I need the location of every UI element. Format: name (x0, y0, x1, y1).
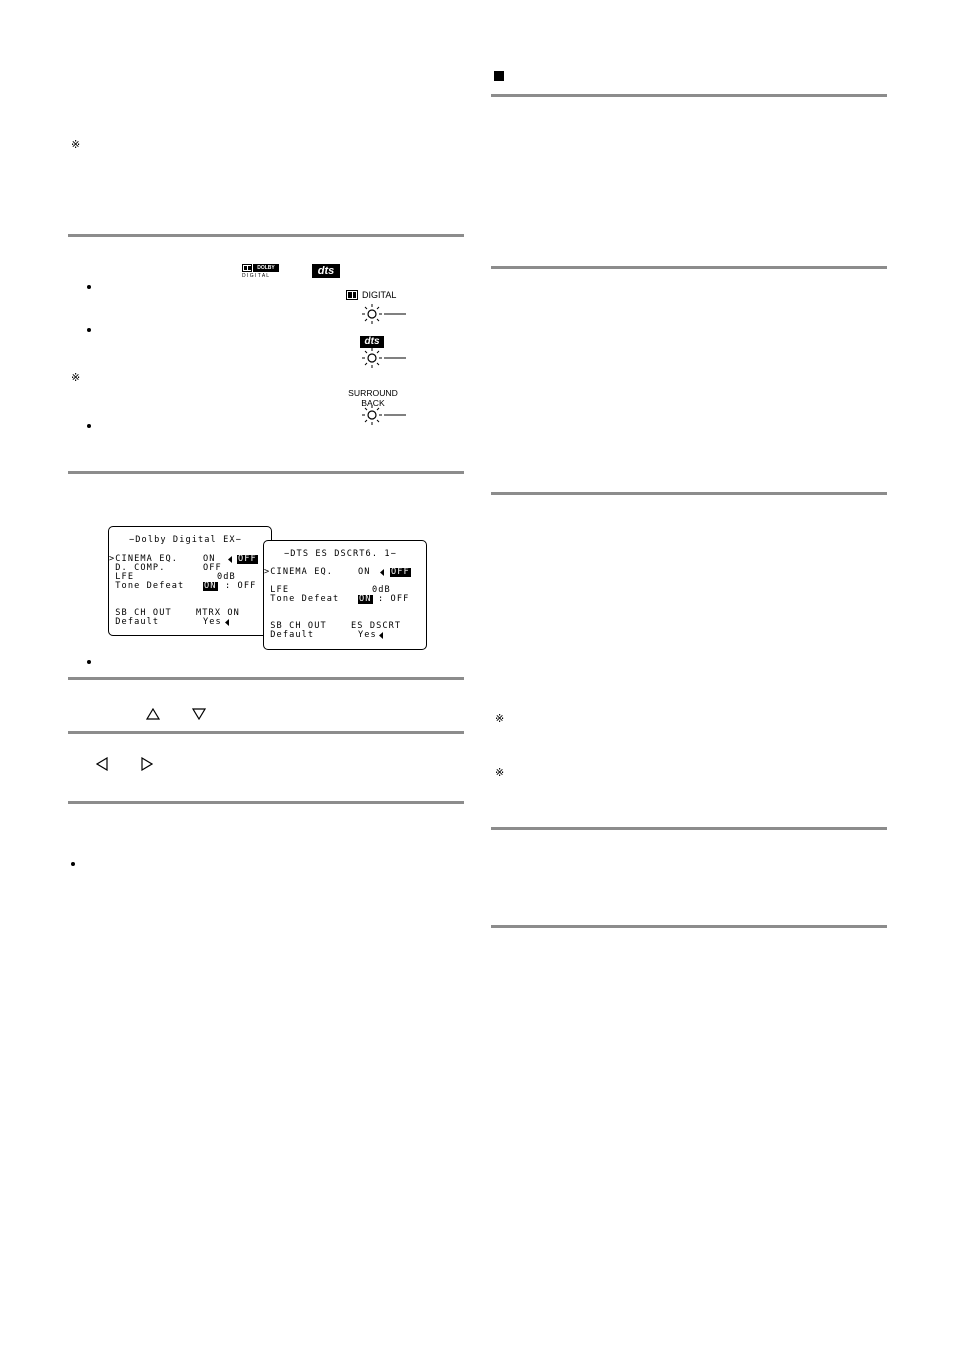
dolby-digital-logo (242, 264, 280, 280)
right-triangle-icon (141, 757, 153, 771)
osd-sb-value: ES DSCRT (351, 621, 402, 631)
left-triangle-icon (96, 757, 108, 771)
osd-lfe-value: 0dB (217, 572, 236, 582)
osd-tone-off: : OFF (378, 594, 410, 604)
osd-sb-value: MTRX ON (196, 608, 240, 618)
surround-back-label: SURROUND BACK (348, 388, 398, 408)
osd-default-label: Default (109, 617, 160, 627)
left-pointer-icon (379, 632, 384, 639)
osd-tone-label: Tone Defeat (264, 594, 340, 604)
osd-dcomp-label: D. COMP. (109, 563, 166, 573)
osd-cinema-eq-off: OFF (238, 554, 257, 564)
osd-default-label: Default (264, 630, 315, 640)
section-divider (68, 677, 464, 680)
note-symbol: ※ (495, 767, 505, 779)
section-divider (68, 731, 464, 734)
dolby-logo-text: DOLBY (253, 264, 279, 272)
osd-sb-label: SB CH OUT (264, 621, 327, 631)
bullet (87, 285, 91, 289)
osd-lfe-label: LFE (109, 572, 135, 582)
section-divider (68, 471, 464, 474)
osd-lfe-value: 0dB (372, 585, 391, 595)
left-pointer-icon (225, 619, 230, 626)
dolby-digital-indicator (340, 288, 410, 328)
bullet (87, 328, 91, 332)
down-triangle-icon (192, 708, 206, 720)
osd-tone-label: Tone Defeat (109, 581, 185, 591)
osd-cinema-eq-label: >CINEMA EQ. (109, 554, 179, 564)
section-divider (491, 94, 887, 97)
double-d-icon (346, 290, 358, 300)
osd-cinema-eq-on: ON (203, 554, 216, 564)
osd-dolby-digital-ex (108, 526, 272, 636)
osd-lfe-label: LFE (264, 585, 290, 595)
section-divider (68, 801, 464, 804)
left-pointer-icon (380, 569, 385, 576)
osd-cinema-eq-label: >CINEMA EQ. (264, 567, 334, 577)
left-pointer-icon (228, 556, 233, 563)
filled-square-icon (494, 71, 504, 81)
section-divider (491, 266, 887, 269)
digital-label: DIGITAL (362, 290, 397, 300)
osd-tone-on: ON (204, 581, 217, 591)
osd-dcomp-value: OFF (203, 563, 222, 573)
section-divider (491, 492, 887, 495)
bullet (87, 660, 91, 664)
lit-lamp-icon (360, 404, 410, 426)
dts-indicator (340, 334, 410, 374)
osd-cinema-eq-off: OFF (391, 567, 410, 577)
section-divider (491, 827, 887, 830)
lit-lamp-icon (360, 347, 410, 369)
osd-dts-es-discrete (263, 540, 427, 650)
lit-lamp-icon (360, 303, 410, 325)
section-divider (68, 234, 464, 237)
osd-tone-off: : OFF (225, 581, 257, 591)
osd-title: −DTS ES DSCRT6. 1− (284, 549, 397, 559)
osd-title: −Dolby Digital EX− (129, 535, 242, 545)
section-divider (491, 925, 887, 928)
bullet (71, 862, 75, 866)
note-symbol: ※ (71, 372, 81, 384)
dts-indicator-logo: dts (360, 336, 384, 348)
surround-back-indicator (330, 388, 410, 430)
osd-cinema-eq-on: ON (358, 567, 371, 577)
dts-logo: dts (312, 264, 340, 278)
osd-sb-label: SB CH OUT (109, 608, 172, 618)
osd-default-value: Yes (358, 630, 377, 640)
note-symbol: ※ (495, 713, 505, 725)
osd-default-value: Yes (203, 617, 222, 627)
up-triangle-icon (146, 708, 160, 720)
dolby-logo-subtext: D I G I T A L (242, 273, 270, 279)
bullet (87, 424, 91, 428)
osd-tone-on: ON (359, 594, 372, 604)
note-symbol: ※ (71, 139, 81, 151)
